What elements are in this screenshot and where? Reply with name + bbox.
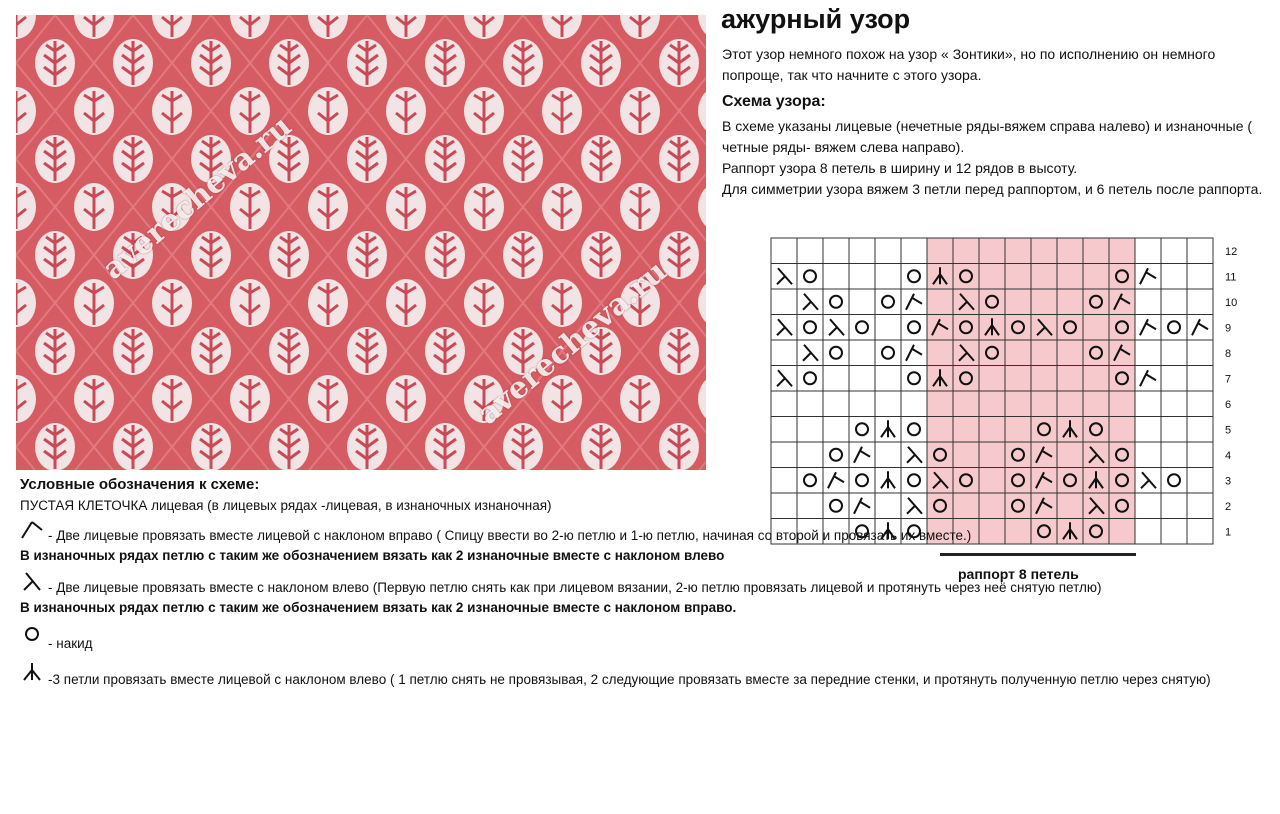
chart-cell: [1135, 315, 1161, 341]
chart-cell: [875, 238, 901, 264]
chart-cell: [1135, 264, 1161, 290]
watermark-2: averecheva.ru: [471, 253, 674, 432]
chart-cell: [901, 289, 927, 315]
chart-cell: [1135, 366, 1161, 392]
k2tog-left-symbol: [907, 447, 922, 463]
chart-cell: [1161, 340, 1187, 366]
chart-cell: [849, 442, 875, 468]
chart-cell: [797, 264, 823, 290]
yarn-over-icon: [20, 624, 44, 654]
knitting-photo: [16, 15, 706, 470]
row-number: 2: [1225, 500, 1232, 513]
chart-cell: [849, 417, 875, 443]
page-title: ажурный узор: [721, 4, 911, 34]
chart-cell: [901, 238, 927, 264]
chart-cell: [1135, 442, 1161, 468]
yarn-over-symbol: [1168, 321, 1180, 333]
chart-cell: [875, 264, 901, 290]
k2tog-left-symbol: [777, 268, 792, 284]
chart-cell: [771, 238, 797, 264]
chart-cell: [1187, 289, 1213, 315]
chart-cell: [823, 289, 849, 315]
watermark-1: averecheva.ru: [96, 108, 299, 287]
chart-cell: [1187, 366, 1213, 392]
chart-cell: [1135, 238, 1161, 264]
chart-cell: [797, 391, 823, 417]
chart-cell: [823, 391, 849, 417]
chart-cell: [901, 264, 927, 290]
yarn-over-symbol: [908, 270, 920, 282]
chart-cell: [901, 417, 927, 443]
chart-cell: [1187, 340, 1213, 366]
chart-cell: [1161, 238, 1187, 264]
k2tog-left-symbol: [803, 345, 818, 361]
row-number: 8: [1225, 347, 1232, 360]
k2tog-right-icon: [20, 518, 44, 546]
three-together-symbol: [881, 420, 895, 437]
chart-cell: [901, 391, 927, 417]
chart-cell: [797, 417, 823, 443]
row-number: 9: [1225, 322, 1232, 335]
k2tog-left-symbol: [803, 294, 818, 310]
legend: [20, 474, 1265, 690]
chart-cell: [823, 417, 849, 443]
legend-empty-cell: ПУСТАЯ КЛЕТОЧКА лицевая (в лицевых рядах -лицевая, в изнаночных изнаночная): [20, 498, 552, 513]
chart-cell: [1187, 238, 1213, 264]
yarn-over-symbol: [830, 347, 842, 359]
chart-cell: [875, 391, 901, 417]
k2tog-left-symbol: [829, 319, 844, 335]
row-number: 12: [1225, 245, 1238, 258]
row-number: 4: [1225, 449, 1232, 462]
chart-cell: [797, 442, 823, 468]
k2tog-right-symbol: [854, 447, 870, 463]
chart-cell: [901, 315, 927, 341]
chart-cell: [1187, 391, 1213, 417]
chart-cell: [1135, 340, 1161, 366]
chart-cell: [823, 442, 849, 468]
legend-left-purl: В изнаночных рядах петлю с таким же обозначением вязать как 2 изнаночные вместе с наклоном вправо.: [20, 600, 737, 615]
legend-yo-text: - накид: [48, 636, 93, 651]
row-number: 3: [1225, 475, 1232, 488]
chart-cell: [875, 442, 901, 468]
chart-cell: [797, 238, 823, 264]
legend-right-purl: В изнаночных рядах петлю с таким же обозначением вязать как 2 изнаночные вместе с наклоном влево: [20, 548, 725, 563]
yarn-over-symbol: [908, 372, 920, 384]
legend-left-text: - Две лицевые провязать вместе с наклоном влево (Первую петлю снять как при лицевом вязании, 2-ю петлю провязать лицевой и протянуть через неё снятую петлю): [48, 580, 1102, 595]
scheme-line-2: Раппорт узора 8 петель в ширину и 12 рядов в высоту.: [722, 160, 1078, 176]
yarn-over-symbol: [830, 449, 842, 461]
chart-cell: [1161, 264, 1187, 290]
chart-cell: [1161, 417, 1187, 443]
scheme-description: [722, 116, 1267, 200]
chart-cell: [823, 264, 849, 290]
yarn-over-symbol: [908, 321, 920, 333]
legend-three-item: [20, 660, 1265, 690]
k2tog-left-symbol: [777, 370, 792, 386]
legend-three-text: -3 петли провязать вместе лицевой с наклоном влево ( 1 петлю снять не провязывая, 2 следующие провязать вместе за передние стенки, и протянуть полученную петлю через снятую): [48, 672, 1211, 687]
chart-cell: [1187, 315, 1213, 341]
chart-cell: [849, 340, 875, 366]
scheme-heading: Схема узора:: [722, 93, 826, 110]
k2tog-left-icon: [20, 570, 44, 598]
chart-cell: [1161, 315, 1187, 341]
repeat-label: раппорт 8 петель: [958, 566, 1079, 582]
legend-heading: Условные обозначения к схеме:: [20, 476, 260, 493]
yarn-over-symbol: [804, 372, 816, 384]
legend-right-text: - Две лицевые провязать вместе лицевой с наклоном вправо ( Спицу ввести во 2-ю петлю и 1-ю петлю, начиная со второй и провязать их вместе.): [48, 528, 972, 543]
chart-cell: [771, 417, 797, 443]
yarn-over-symbol: [830, 296, 842, 308]
yarn-over-symbol: [908, 423, 920, 435]
chart-cell: [1135, 289, 1161, 315]
chart-cell: [875, 315, 901, 341]
chart-cell: [771, 289, 797, 315]
yarn-over-symbol: [882, 347, 894, 359]
row-number: 1: [1225, 526, 1232, 539]
k2tog-right-symbol: [1140, 319, 1156, 335]
chart-cell: [1161, 289, 1187, 315]
chart-cell: [797, 315, 823, 341]
chart-cell: [901, 366, 927, 392]
chart-cell: [849, 264, 875, 290]
chart-cell: [771, 340, 797, 366]
chart-cell: [771, 391, 797, 417]
row-number: 6: [1225, 398, 1232, 411]
chart-cell: [771, 442, 797, 468]
chart-cell: [1161, 391, 1187, 417]
k2tog-right-symbol: [1192, 319, 1208, 335]
chart-cell: [849, 366, 875, 392]
row-number: 7: [1225, 373, 1232, 386]
chart-cell: [849, 289, 875, 315]
chart-cell: [1187, 264, 1213, 290]
chart-cell: [823, 366, 849, 392]
yarn-over-symbol: [856, 423, 868, 435]
yarn-over-symbol: [804, 270, 816, 282]
k2tog-right-symbol: [1140, 268, 1156, 284]
scheme-line-1: В схеме указаны лицевые (нечетные ряды-вяжем справа налево) и изнаночные ( четные ряды- вяжем слева направо).: [722, 118, 1253, 155]
intro-text: Этот узор немного похож на узор « Зонтики», но по исполнению он немного попроще, так что начните с этого узора.: [722, 46, 1216, 83]
chart-cell: [1161, 366, 1187, 392]
chart-cell: [875, 289, 901, 315]
chart-cell: [1187, 442, 1213, 468]
chart-cell: [875, 366, 901, 392]
k2tog-right-symbol: [906, 294, 922, 310]
chart-cell: [1161, 442, 1187, 468]
legend-right-item: [20, 518, 1265, 546]
k2tog-left-symbol: [777, 319, 792, 335]
yarn-over-symbol: [804, 321, 816, 333]
chart-cell: [875, 340, 901, 366]
row-number: 11: [1225, 271, 1237, 284]
chart-cell: [797, 366, 823, 392]
chart-cell: [823, 340, 849, 366]
three-together-icon: [20, 660, 44, 690]
legend-left-item: [20, 570, 1265, 598]
chart-cell: [1135, 417, 1161, 443]
row-number: 10: [1225, 296, 1238, 309]
chart-cell: [901, 340, 927, 366]
k2tog-right-symbol: [906, 345, 922, 361]
row-number: 5: [1225, 424, 1232, 437]
chart-cell: [849, 315, 875, 341]
chart-cell: [823, 238, 849, 264]
chart-cell: [1135, 391, 1161, 417]
chart-cell: [1187, 417, 1213, 443]
legend-yo-item: [20, 624, 1265, 654]
yarn-over-symbol: [856, 321, 868, 333]
chart-cell: [849, 391, 875, 417]
chart-cell: [849, 238, 875, 264]
k2tog-right-symbol: [1140, 370, 1156, 386]
yarn-over-symbol: [882, 296, 894, 308]
scheme-line-3: Для симметрии узора вяжем 3 петли перед раппортом, и 6 петель после раппорта.: [722, 181, 1263, 197]
